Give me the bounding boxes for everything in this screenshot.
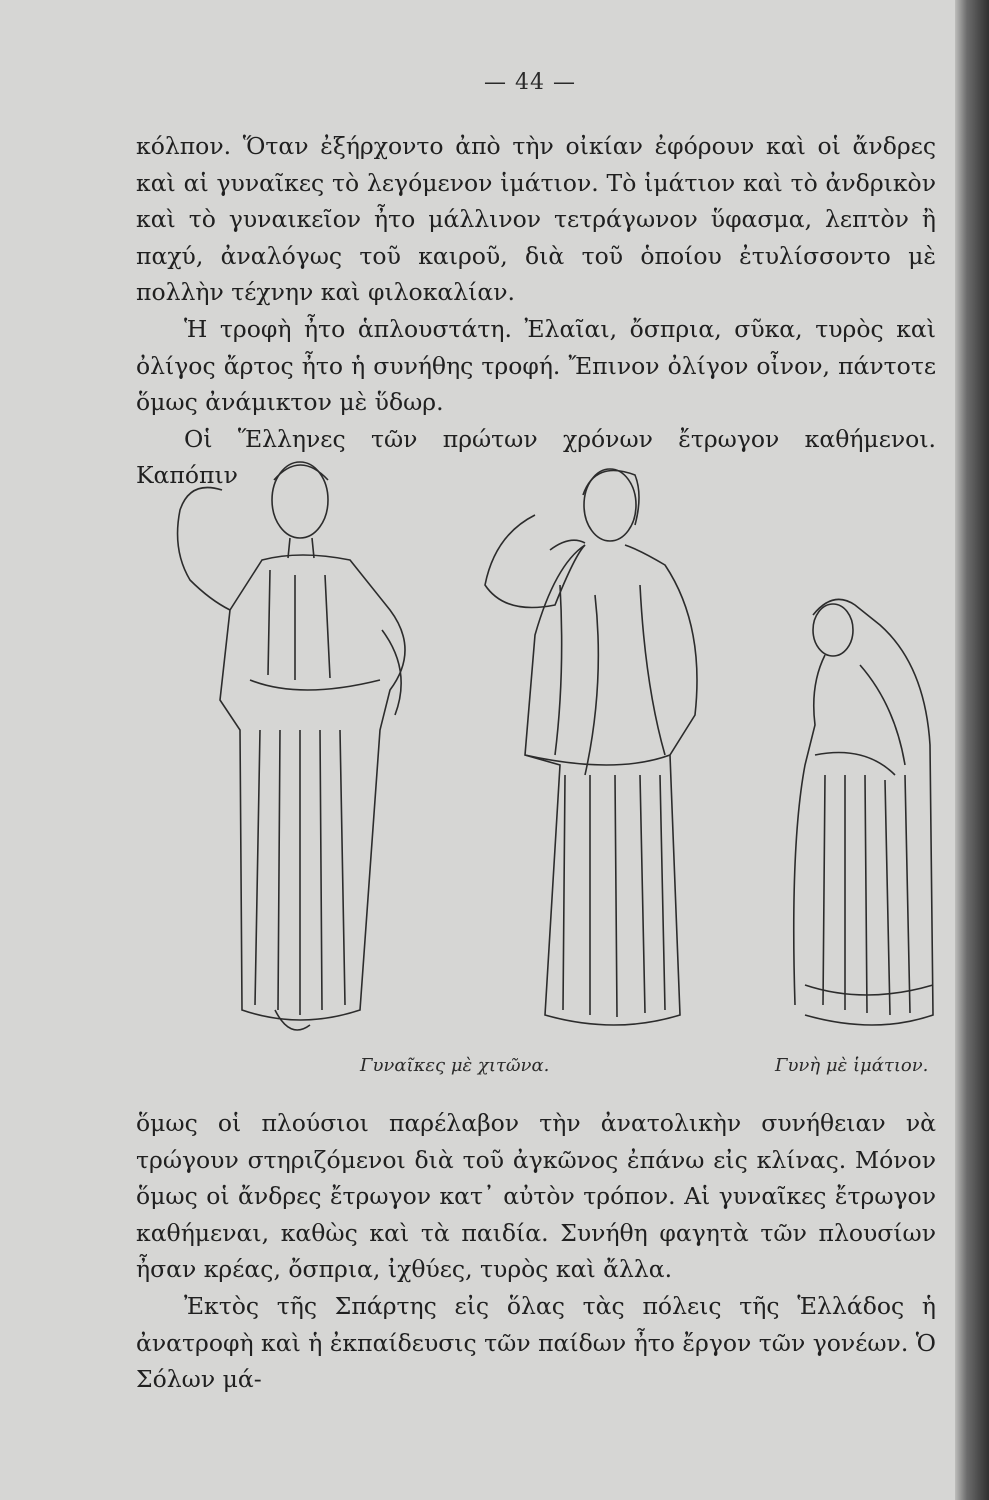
- top-text-block: [136, 128, 936, 494]
- paragraph: Οἱ Ἕλληνες τῶν πρώτων χρόνων ἔτρωγον καθήμενοι. Καπόπιν: [136, 424, 936, 490]
- book-page-edge: [955, 0, 989, 1500]
- caption-left: Γυναῖκες μὲ χιτῶνα.: [360, 1055, 550, 1076]
- paragraph: κόλπον. Ὅταν ἐξήρχοντο ἀπὸ τὴν οἰκίαν ἐφόρουν καὶ οἱ ἄνδρες καὶ αἱ γυναῖκες τὸ λεγόμενον ἱμάτιον. Τὸ ἱμάτιον καὶ τὸ ἀνδρικὸν καὶ τὸ γυναικεῖον ἦτο μάλλινον τετράγωνον ὕφασμα, λεπτὸν ἢ παχύ, ἀναλόγως τοῦ καιροῦ, διὰ τοῦ ὁποίου ἐτυλίσσοντο μὲ πολλὴν τέχνην καὶ φιλοκαλίαν.: [136, 132, 936, 307]
- figure-woman-chiton-center: [465, 455, 725, 1035]
- bottom-text-block: [136, 1105, 936, 1398]
- paragraph: Ἡ τροφὴ ἦτο ἁπλουστάτη. Ἐλαῖαι, ὄσπρια, σῦκα, τυρὸς καὶ ὀλίγος ἄρτος ἦτο ἡ συνήθης τροφή. Ἔπινον ὀλίγον οἶνον, πάντοτε ὅμως ἀνάμικτον μὲ ὕδωρ.: [136, 314, 936, 417]
- page-number: — 44 —: [484, 70, 576, 95]
- figure-woman-chiton-left: [150, 450, 420, 1050]
- paragraph: ὅμως οἱ πλούσιοι παρέλαβον τὴν ἀνατολικὴν συνήθειαν νὰ τρώγουν στηριζόμενοι διὰ τοῦ ἀγκῶνος ἐπάνω εἰς κλίνας. Μόνον ὅμως οἱ ἄνδρες ἔτρωγον κατ᾽ αὐτὸν τρόπον. Αἱ γυναῖκες ἔτρωγον καθήμεναι, καθὼς καὶ τὰ παιδία. Συνήθη φαγητὰ τῶν πλουσίων ἦσαν κρέας, ὄσπρια, ἰχθύες, τυρὸς καὶ ἄλλα.: [136, 1109, 936, 1284]
- figure-woman-himation-right: [785, 585, 950, 1045]
- paragraph: Ἐκτὸς τῆς Σπάρτης εἰς ὅλας τὰς πόλεις τῆς Ἑλλάδος ἡ ἀνατροφὴ καὶ ἡ ἐκπαίδευσις τῶν παίδων ἦτο ἔργον τῶν γονέων. Ὁ Σόλων μά-: [136, 1291, 936, 1394]
- caption-right: Γυνὴ μὲ ἱμάτιον.: [775, 1055, 929, 1076]
